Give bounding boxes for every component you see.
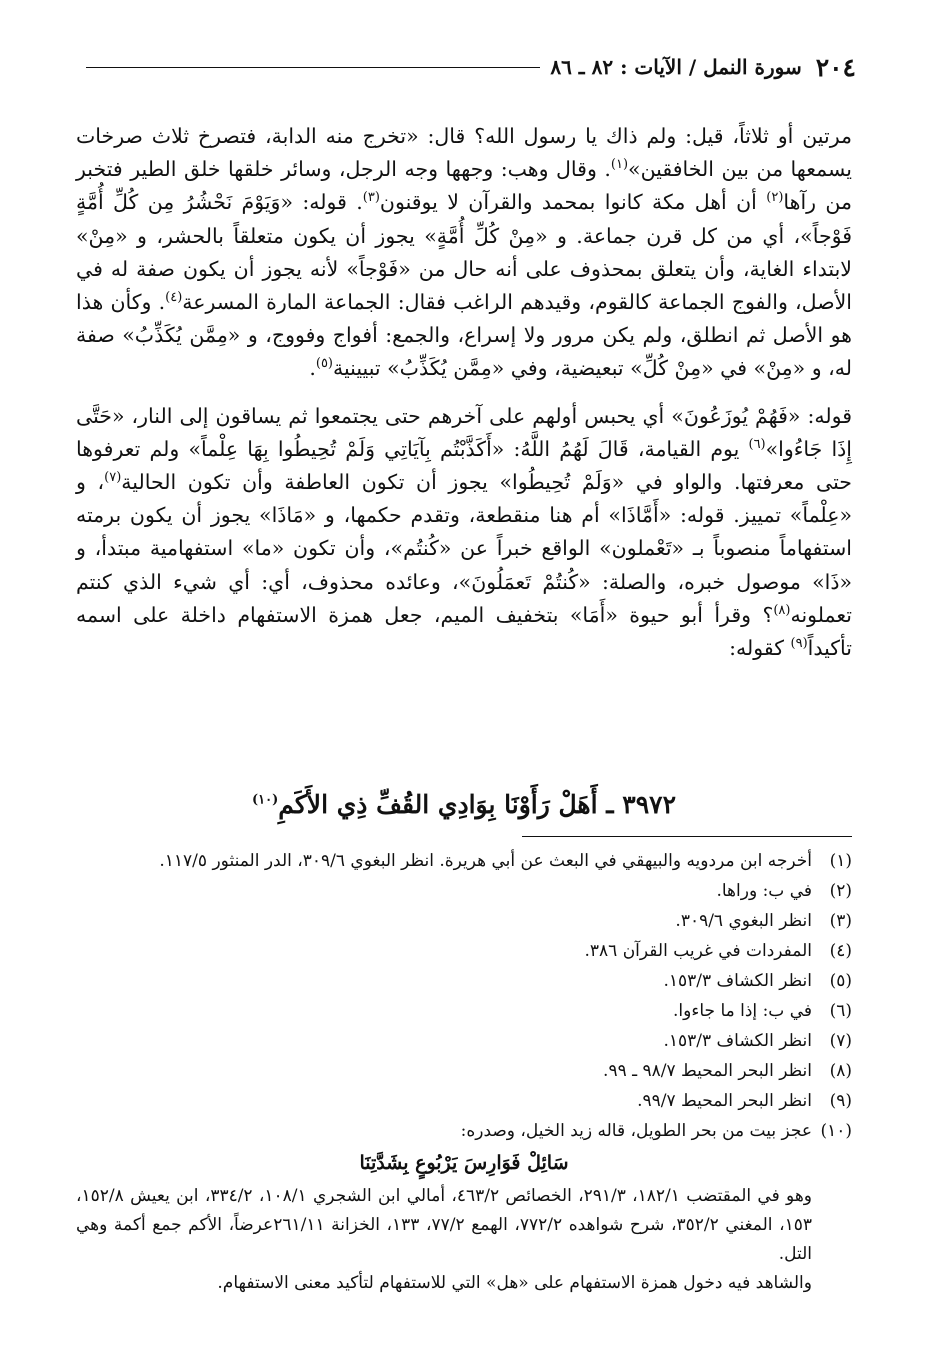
- footnote-ref-1: (١): [610, 157, 629, 173]
- footnote-text: انظر الكشاف ١٥٣/٣.: [663, 971, 812, 991]
- footnote-text: انظر البغوي ٣٠٩/٦.: [675, 911, 812, 931]
- footnote-number: (٤): [829, 941, 852, 961]
- footnote-item: [76, 996, 852, 1026]
- footnote-text: انظر الكشاف ١٥٣/٣.: [663, 1031, 812, 1051]
- footnote-item: [76, 876, 852, 906]
- footnote-number: (٩): [829, 1091, 852, 1111]
- footnote-item: [76, 1116, 852, 1146]
- footnote-divider: [522, 836, 852, 837]
- footnote-ref-6: (٦): [748, 437, 766, 452]
- footnote-ref-5: (٥): [315, 356, 333, 372]
- footnote-text: المفردات في غريب القرآن ٣٨٦.: [584, 941, 812, 961]
- footnote-text: أخرجه ابن مردويه والبيهقي في البعث عن أبي هريرة. انظر البغوي ٣٠٩/٦، الدر المنثور ١١٧/٥.: [159, 851, 812, 871]
- footnote-number: (٧): [829, 1031, 852, 1051]
- paragraph-1: [76, 120, 852, 386]
- footnote-evidence: والشاهد فيه دخول همزة الاستفهام على «هل» التي للاستفهام لتأكيد معنى الاستفهام.: [217, 1273, 812, 1293]
- p1-text-5: . وكأن هذا هو الأصل ثم انطلق، ولم يكن مرور ولا إسراع، والجمع: أفواج وفووج، و «مِمَّن يُكَذِّبُ» صفة له، و «مِنْ» في «مِنْ كُلِّ» تبعيضية، وفي «مِمَّن يُكَذِّبُ» تبيينية: [76, 290, 852, 381]
- surah-title: سورة النمل / الآيات : ٨٢ ـ ٨٦: [550, 55, 802, 79]
- p2-text-5: كقوله:: [729, 636, 791, 661]
- page-number: ٢٠٤: [815, 52, 856, 82]
- p1-text-3: أن أهل مكة كانوا بمحمد والقرآن لا يوقنون: [379, 190, 767, 215]
- footnote-item: [76, 966, 852, 996]
- footnote-item: [76, 846, 852, 876]
- footnote-text: انظر البحر المحيط ٩٨/٧ ـ ٩٩.: [603, 1061, 812, 1081]
- footnote-ref-2: (٢): [766, 190, 784, 206]
- footnote-number: (١٠): [820, 1121, 852, 1141]
- footnote-number: (٥): [829, 971, 852, 991]
- footnote-text: في ب: وراها.: [716, 881, 812, 901]
- footnote-item: [76, 1086, 852, 1116]
- p2-text-1: قوله: «فَهُمْ يُوزَعُونَ» أي يحبس أولهم على آخرهم حتى يجتمعوا ثم يساقون إلى النار، «حَتَّى إِذَا جَاءُوا»: [76, 403, 852, 461]
- p1-text-4: . قوله: «وَيَوْمَ نَحْشُرُ مِن كُلِّ أُمَّةٍ فَوْجاً»، أي من كل قرن جماعة. و «مِنْ كُلِّ أُمَّةٍ» يجوز أن يكون متعلقاً بالحشر، و «مِنْ» لابتداء الغاية، وأن يتعلق بمحذوف على أنه حال من «فَوْجاً» لأنه يجوز أن يكون صفة له في الأصل، والفوج الجماعة كالقوم، وقيدهم الراغب فقال: الجماعة المارة المسرعة: [76, 190, 852, 315]
- footnote-ref-4: (٤): [165, 290, 183, 306]
- p2-text-4: ؟ وقرأ أبو حيوة «أَمَا» بتخفيف الميم، جعل همزة الاستفهام داخلة على اسمه تأكيداً: [76, 602, 852, 661]
- footnote-ref-9: (٩): [790, 636, 808, 652]
- footnote-ref-8: (٨): [773, 603, 791, 619]
- footnote-ref-3: (٣): [362, 190, 380, 206]
- p1-text-2: . وقال وهب: وجهها وجه الرجل، وسائر خلقها خلق الطير فتخبر من رآها: [76, 157, 852, 215]
- footnote-text: في ب: إذا ما جاءوا.: [673, 1001, 812, 1021]
- footnote-item: [76, 906, 852, 936]
- footnote-text: انظر البحر المحيط ٩٩/٧.: [637, 1091, 812, 1111]
- main-text: [76, 120, 852, 665]
- footnote-number: (٦): [829, 1001, 852, 1021]
- footnote-number: (٨): [829, 1061, 852, 1081]
- p2-text-3: ، و «عِلْماً» تمييز. قوله: «أَمَّاذَا» أم هنا منقطعة، وتقدم حكمها، و «مَاذَا» يجوز أن يكون برمته استفهاماً منصوباً بـ «تَعْملون» الواقع خبراً عن «كُنتُم»، وأن تكون «ما» استفهامية مبتدأ، و «ذَا» موصول خبره، والصلة: «كُنتُمْ تَعمَلُونَ»، وعائده محذوف، أي: أي شيء الذي كنتم تعملونه: [76, 470, 852, 627]
- page-header: [76, 44, 856, 90]
- footnote-number: (١): [829, 851, 852, 871]
- footnote-verse: سَائِلْ فَوَارِسَ يَرْبُوعٍ بِشَدَّتِنَا: [359, 1152, 569, 1174]
- paragraph-2: [76, 400, 852, 666]
- footnote-sources: وهو في المقتضب ١٨٢/١، ٢٩١/٣، الخصائص ٤٦٣/٢، أمالي ابن الشجري ١٠٨/١، ٣٣٤/٢، ابن يعيش ١٥٢/٨، ١٥٣، المغني ٣٥٢/٢، شرح شواهده ٧٧٢/٢، الهمع ٧٧/٢، ١٣٣، الخزانة ٢٦١/١١عرضاً، الأكم جمع أكمة وهي التل.: [76, 1186, 812, 1264]
- p1-text-1: مرتين أو ثلاثاً، قيل: ولم ذاك يا رسول الله؟ قال: «تخرج منه الدابة، فتصرخ ثلاث صرخات يسمعها من بين الخافقين»: [76, 124, 852, 182]
- p2-text-2: يوم القيامة، قَالَ لَهُمُ اللَّهُ: «أَكَذَّبْتُم بِآيَاتِي وَلَمْ تُحِيطُوا بِهَا عِلْماً» ولم تعرفوها حتى معرفتها. والواو في «وَلَمْ تُحِيطُوا» يجوز أن تكون العاطفة وأن تكون الحالية: [76, 436, 852, 495]
- verse-text: ٣٩٧٢ ـ أَهَلْ رَأَوْنَا بِوَادِي القُفِّ ذِي الأَكَمِ: [278, 790, 677, 819]
- footnote-item: [76, 1026, 852, 1056]
- poetry-verse: [76, 790, 852, 819]
- footnote-ref-10: (١٠): [251, 792, 279, 808]
- footnote-text: عجز بيت من بحر الطويل، قاله زيد الخيل، وصدره:: [460, 1121, 812, 1141]
- footnote-ref-7: (٧): [104, 470, 122, 486]
- footnote-number: (٣): [829, 911, 852, 931]
- footnote-item: [76, 1056, 852, 1086]
- footnote-number: (٢): [829, 881, 852, 901]
- p1-text-6: .: [309, 356, 316, 381]
- footnotes: [76, 846, 852, 1298]
- header-rule: [86, 67, 540, 68]
- footnote-item: [76, 936, 852, 966]
